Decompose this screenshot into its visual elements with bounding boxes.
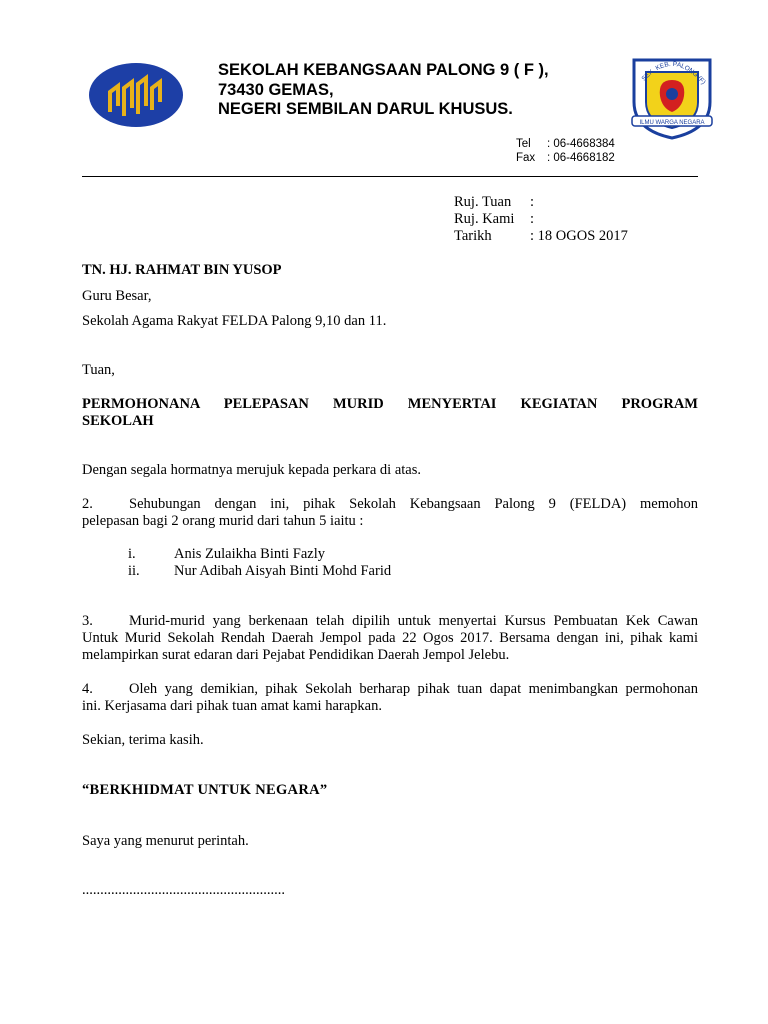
paragraph-4-line1 bbox=[82, 681, 698, 698]
closing-line: Sekian, terima kasih. bbox=[82, 732, 204, 748]
list-item-name: Nur Adibah Aisyah Binti Mohd Farid bbox=[174, 563, 392, 579]
list-item-number: i. bbox=[128, 546, 136, 562]
paragraph-4-text: Oleh yang demikian, pihak Sekolah berharap pihak tuan dapat menimbangkan permohonan bbox=[129, 681, 698, 697]
opening-line: Dengan segala hormatnya merujuk kepada perkara di atas. bbox=[82, 462, 421, 478]
tarikh-value: : 18 OGOS 2017 bbox=[530, 228, 628, 244]
ruj-tuan-label: Ruj. Tuan bbox=[454, 194, 512, 210]
subject-line1: PERMOHONANA PELEPASAN MURID MENYERTAI KEGIATAN PROGRAM bbox=[82, 396, 698, 412]
list-item-name: Anis Zulaikha Binti Fazly bbox=[174, 546, 326, 562]
crest-bottom-text: ILMU WARGA NEGARA bbox=[639, 120, 705, 126]
motto: “BERKHIDMAT UNTUK NEGARA” bbox=[82, 782, 328, 798]
header-divider bbox=[82, 176, 698, 177]
list-item-number: ii. bbox=[128, 563, 140, 579]
school-crest bbox=[626, 50, 718, 142]
crest-top-text: SEK. KEB. PALONG (F) bbox=[640, 60, 707, 86]
paragraph-3-line1 bbox=[82, 613, 698, 630]
ruj-kami-label: Ruj. Kami bbox=[454, 211, 515, 227]
school-address-line1: 73430 GEMAS, bbox=[218, 81, 334, 99]
paragraph-3-line2: Untuk Murid Sekolah Rendah Daerah Jempol pada 22 Ogos 2017. Bersama dengan ini, pihak kami bbox=[82, 630, 698, 646]
sign-off: Saya yang menurut perintah. bbox=[82, 833, 249, 849]
signature-line: ........................................................ bbox=[82, 882, 285, 898]
recipient-organization: Sekolah Agama Rakyat FELDA Palong 9,10 dan 11. bbox=[82, 313, 387, 329]
fax-row bbox=[516, 151, 615, 165]
paragraph-2-text: Sehubungan dengan ini, pihak Sekolah Kebangsaan Palong 9 (FELDA) memohon bbox=[129, 496, 698, 512]
tel-value: : 06-4668384 bbox=[547, 138, 615, 150]
school-name: SEKOLAH KEBANGSAAN PALONG 9 ( F ), bbox=[218, 61, 549, 79]
paragraph-3-text: Murid-murid yang berkenaan telah dipilih untuk menyertai Kursus Pembuatan Kek Cawan bbox=[129, 613, 698, 629]
paragraph-2-line1 bbox=[82, 496, 698, 513]
paragraph-3-number: 3. bbox=[82, 613, 93, 629]
ruj-kami-row bbox=[454, 211, 534, 228]
recipient-name: TN. HJ. RAHMAT BIN YUSOP bbox=[82, 262, 282, 278]
paragraph-2-line2: pelepasan bagi 2 orang murid dari tahun 5 iaitu : bbox=[82, 513, 364, 529]
paragraph-4-line2: ini. Kerjasama dari pihak tuan amat kami harapkan. bbox=[82, 698, 382, 714]
tel-row bbox=[516, 137, 615, 151]
paragraph-4-number: 4. bbox=[82, 681, 93, 697]
ruj-kami-value: : bbox=[530, 211, 535, 227]
ruj-tuan-row bbox=[454, 194, 534, 211]
ruj-tuan-value: : bbox=[530, 194, 535, 210]
recipient-title: Guru Besar, bbox=[82, 288, 152, 304]
list-item bbox=[128, 563, 391, 580]
paragraph-3-line3: melampirkan surat edaran dari Pejabat Pendidikan Daerah Jempol Jelebu. bbox=[82, 647, 510, 663]
subject-line2: SEKOLAH bbox=[82, 413, 154, 429]
school-address-line2: NEGERI SEMBILAN DARUL KHUSUS. bbox=[218, 100, 513, 118]
tarikh-label: Tarikh bbox=[454, 228, 492, 244]
list-item bbox=[128, 546, 325, 563]
salutation: Tuan, bbox=[82, 362, 115, 378]
fax-label: Fax bbox=[516, 152, 536, 164]
fax-value: : 06-4668182 bbox=[547, 152, 615, 164]
ministry-logo bbox=[88, 62, 184, 128]
tel-label: Tel bbox=[516, 138, 531, 150]
paragraph-2-number: 2. bbox=[82, 496, 93, 512]
tarikh-row bbox=[454, 228, 628, 245]
